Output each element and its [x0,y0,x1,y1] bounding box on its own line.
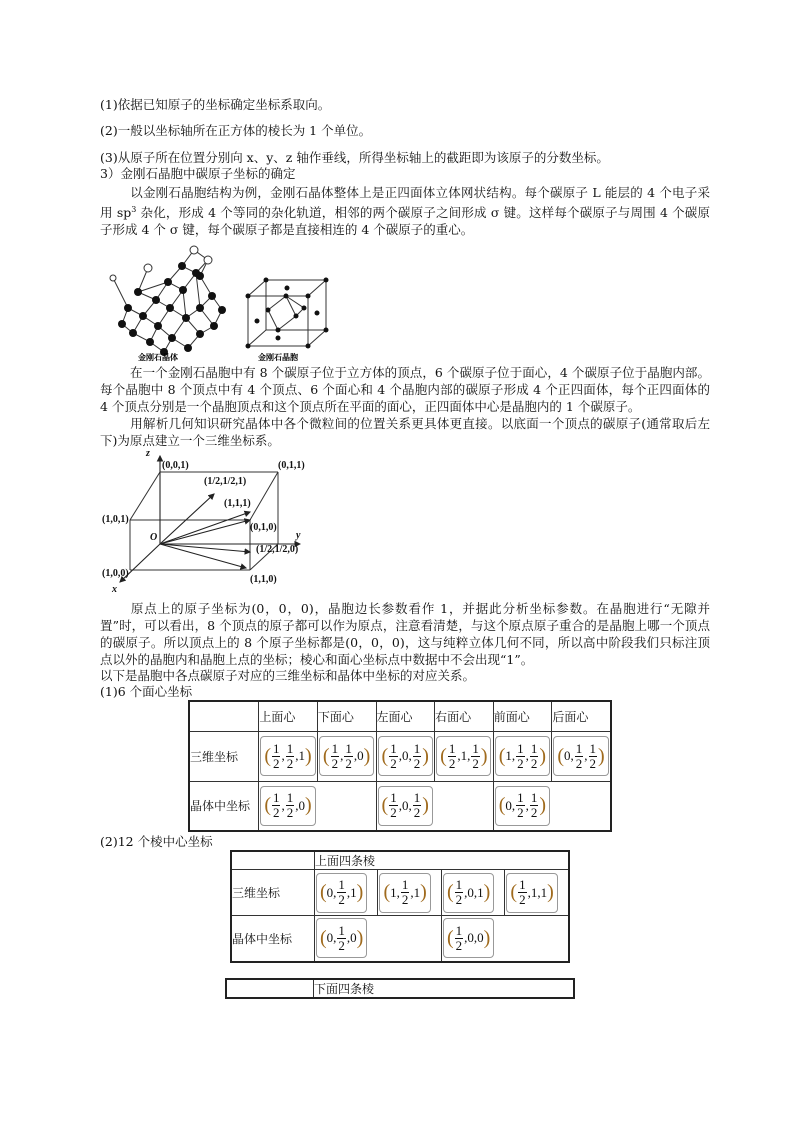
caption-diamond-crystal: 金刚石晶体 [138,353,178,362]
superscript: 3 [131,205,137,214]
table-row [189,731,611,781]
header-cell: 后面心 [552,701,611,731]
fraction: 1 2 [413,740,421,771]
row-label: 晶体中坐标 [189,781,259,831]
fraction: 1 2 [575,740,583,771]
fraction: 1 2 [272,740,280,771]
paragraph-diamond-structure: 以金刚石晶胞结构为例，金刚石晶体整体上是正四面体立体网状结构。每个碳原子 L 能层的 4 个电子采用 $sp^3$ 杂化，形成 4 个等同的杂化轨道，相邻的两个碳原子之间形成 σ 键。这样每个碳原子与周围 4 个碳原子形成 4 个 σ 键，每个碳原子都是直接相连的 4 个碳原子的重心。 [100,185,711,238]
fraction: 1 2 [517,740,524,771]
fraction: 1 2 [331,740,339,771]
point-010: (0,1,0) [250,522,277,533]
coordinate-tuple: ( 1 2 , 0 , 1 2 ) [378,786,433,826]
row-label: 三维坐标 [189,731,259,781]
point-011: (0,1,1) [278,460,305,471]
coordinate-cell [552,731,611,781]
edge-center-table-upper [230,850,570,963]
coordinate-cell [435,731,494,781]
header-cell: 右面心 [435,701,494,731]
table-header-row [226,979,574,998]
diamond-unit-cell-atoms [246,278,329,349]
section-title-3: 3）金刚石晶胞中碳原子坐标的确定 [100,166,296,181]
intro-line: 以下是晶胞中各点碳原子对应的三维坐标和晶体中坐标的对应关系。 [100,668,476,683]
fraction: 1 2 [530,740,538,771]
coordinate-tuple: ( 1 2 , 0 , 1 ) [443,873,494,913]
diamond-crystal-atoms [110,246,226,356]
header-cell: 上面四条棱 [315,851,570,870]
fraction: 1 2 [345,740,352,771]
section-face-centers: (1)6 个面心坐标 [100,684,193,699]
table-row [231,870,569,916]
step-2: (2)一般以坐标轴所在正方体的棱长为 1 个单位。 [100,123,372,138]
fraction: 1 2 [338,922,345,953]
fraction: 1 2 [413,790,421,821]
fraction: 1 2 [455,922,463,953]
fraction: 1 2 [390,740,397,771]
fraction: 1 2 [401,877,409,907]
coordinate-cell [259,781,376,831]
coordinate-tuple: ( 1 2 , 0 , 1 2 ) [378,736,433,776]
diamond-crystal-lattice [113,250,222,352]
paragraph-coordinate-system: 用解析几何知识研究晶体中各个微粒间的位置关系更具体更直接。以底面一个顶点的碳原子(通常取后左下)为原点建立一个三维坐标系。 [100,416,710,448]
coordinate-tuple: ( 0 , 1 2 , 1 2 ) [553,736,608,776]
diamond-figure [108,238,338,362]
coordinate-cell [505,870,569,916]
origin-label: O [150,532,158,543]
coordinate-cell [441,916,569,962]
fraction: 1 2 [589,740,597,771]
header-cell: 下面心 [317,701,376,731]
paragraph-cell-atoms: 在一个金刚石晶胞中有 8 个碳原子位于立方体的顶点，6 个碳原子位于面心，4 个碳原子位于晶胞内部。每个晶胞中 8 个顶点中有 4 个顶点、6 个面心和 4 个晶胞内部的碳原子形成 4 个正四面体，每个正四面体的 4 个顶点分别是一个晶胞顶点和这个顶点所在平面的面心，正四面体中心是晶胞内的 1 个碳原子。 [100,365,710,414]
corner-cell [189,701,259,731]
table-header-row [231,851,569,870]
fraction: 1 2 [390,790,397,821]
coordinate-tuple: ( 1 2 , 0 , 0 ) [443,918,494,958]
face-center-table [188,700,612,832]
coordinate-cell [376,781,493,831]
coordinate-cell [259,731,318,781]
fraction: 1 2 [286,740,294,771]
point-half-half-1: (1/2,1/2,1) [204,476,247,487]
header-cell: 下面四条棱 [314,979,575,998]
corner-cell [231,851,315,870]
coordinate-tuple: ( 1 , 1 2 , 1 ) [379,873,430,913]
coordinate-tuple: ( 1 , 1 2 , 1 2 ) [495,736,550,776]
edge-center-table-lower [225,978,575,999]
fraction: 1 2 [455,877,463,907]
fraction: 1 2 [519,877,526,907]
fraction: 1 2 [517,790,524,821]
row-label: 晶体中坐标 [231,916,315,962]
fraction: 1 2 [472,740,479,771]
fraction: 1 2 [338,877,345,907]
fraction: 1 2 [286,790,294,821]
coordinate-cell [493,781,611,831]
section-edge-centers: (2)12 个棱中心坐标 [100,834,213,849]
coordinate-tuple: ( 0 , 1 2 , 1 ) [316,873,367,913]
row-label: 三维坐标 [231,870,315,916]
fraction: 1 2 [530,790,538,821]
coordinate-tuple: ( 0 , 1 2 , 0 ) [316,918,367,958]
point-half-half-0: (1/2,1/2,0) [256,544,299,555]
table-header-row [189,701,611,731]
fraction: 1 2 [272,790,280,821]
corner-cell [226,979,314,998]
coordinate-cube-figure [100,448,322,594]
coordinate-cell [315,870,378,916]
fraction: 1 2 [448,740,456,771]
step-1: (1)依据已知原子的坐标确定坐标系取向。 [100,97,331,112]
coordinate-tuple: ( 0 , 1 2 , 1 2 ) [495,786,550,826]
step-3: (3)从原子所在位置分别向 x、y、z 轴作垂线，所得坐标轴上的截距即为该原子的分数坐标。 [100,150,609,165]
coordinate-tuple: ( 1 2 , 1 2 , 1 ) [260,736,315,776]
coordinate-tuple: ( 1 2 , 1 2 , 0 ) [260,786,315,826]
coordinate-tuple: ( 1 2 , 1 , 1 2 ) [436,736,491,776]
caption-diamond-cell: 金刚石晶胞 [258,353,298,362]
coordinate-cell [315,916,442,962]
point-110: (1,1,0) [250,574,277,585]
point-100: (1,0,0) [102,568,129,579]
paragraph-origin: 原点上的原子坐标为(0，0，0)，晶胞边长参数看作 1，并据此分析坐标参数。在晶胞进行“无隙并置”时，可以看出，8 个顶点的原子都可以作为原点，注意看清楚，与这个原点原子重合的是晶胞上哪一个顶点的碳原子。所以顶点上的 8 个原子坐标都是(0，0，0)，这与纯粹立体几何不同，所以高中阶段我们只标注顶点以外的晶胞内和晶胞上点的坐标；棱心和面心坐标点中数据中不会出现“1”。 [100,601,710,667]
y-axis-label: y [296,530,301,541]
axes [120,456,300,582]
coordinate-cell [378,870,441,916]
point-111: (1,1,1) [224,498,251,509]
table-row [189,781,611,831]
header-cell: 上面心 [259,701,318,731]
header-cell: 前面心 [493,701,552,731]
x-axis-label: x [112,584,117,594]
table-row [231,916,569,962]
z-axis-label: z [146,448,150,459]
point-001: (0,0,1) [162,460,189,471]
coordinate-cell [376,731,435,781]
coordinate-cell [441,870,504,916]
point-101: (1,0,1) [102,514,129,525]
coordinate-cell [493,731,552,781]
header-cell: 左面心 [376,701,435,731]
coordinate-tuple: ( 1 2 , 1 2 , 0 ) [319,736,374,776]
coordinate-tuple: ( 1 2 , 1 , 1 ) [506,873,557,913]
coordinate-cell [317,731,376,781]
